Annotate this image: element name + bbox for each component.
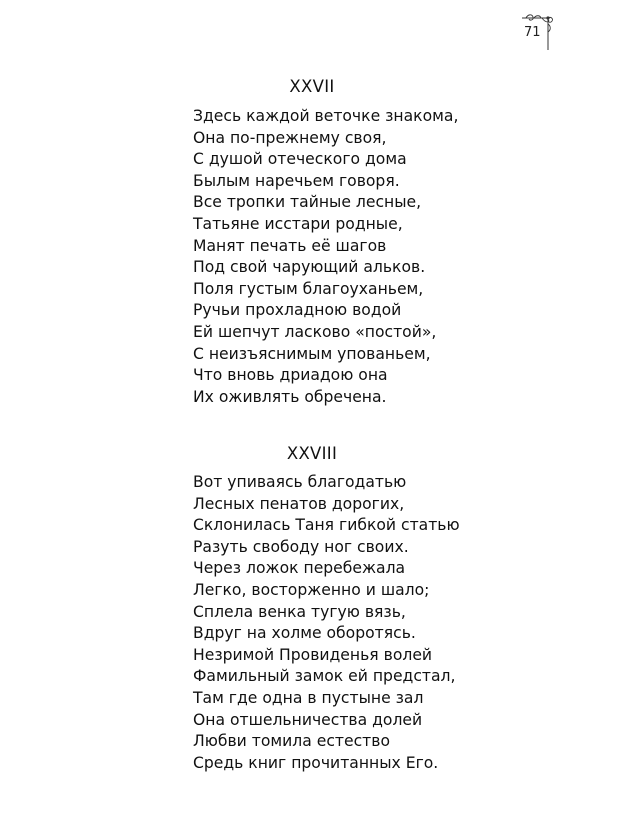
page-number-corner: [518, 12, 562, 52]
verse-line: Лесных пенатов дорогих,: [193, 494, 405, 513]
verse-line: Она по-прежнему своя,: [193, 128, 387, 147]
stanza-text: [193, 472, 460, 774]
verse-line: Что вновь дриадою она: [193, 366, 388, 385]
verse-line: Татьяне исстари родные,: [193, 214, 403, 233]
verse-line: Ей шепчут ласково «постой»,: [193, 322, 437, 341]
stanza-heading: XXVIII: [286, 444, 338, 463]
verse-line: Поля густым благоуханьем,: [193, 279, 424, 298]
stanza-heading: XXVII: [289, 77, 335, 96]
verse-line: Там где одна в пустыне зал: [193, 688, 424, 707]
verse-line: Манят печать её шагов: [193, 236, 387, 255]
verse-line: Незримой Провиденья волей: [193, 645, 433, 664]
verse-line: Все тропки тайные лесные,: [193, 193, 422, 212]
verse-line: Сплела венка тугую вязь,: [193, 602, 406, 621]
verse-line: Легко, восторженно и шало;: [193, 580, 430, 599]
stanza-text: [193, 106, 458, 408]
verse-line: Разуть свободу ног своих.: [193, 537, 409, 556]
verse-line: Она отшельничества долей: [193, 710, 423, 729]
verse-line: Склонилась Таня гибкой статью: [193, 516, 460, 535]
verse-line: Средь книг прочитанных Его.: [193, 753, 439, 772]
verse-line: С душой отеческого дома: [193, 150, 407, 169]
verse-line: Былым наречьем говоря.: [193, 171, 400, 190]
verse-line: С неизъяснимым упованьем,: [193, 344, 431, 363]
verse-line: Здесь каждой веточке знакома,: [193, 107, 459, 125]
verse-line: Фамильный замок ей предстал,: [193, 667, 456, 686]
verse-line: Ручьи прохладною водой: [193, 301, 402, 320]
page-number: 71: [524, 25, 541, 40]
verse-line: Вот упиваясь благодатью: [193, 473, 407, 491]
verse-line: Вдруг на холме оборотясь.: [193, 624, 416, 643]
verse-line: Через ложок перебежала: [193, 559, 406, 578]
verse-line: Под свой чарующий альков.: [193, 258, 426, 277]
verse-line: Любви томила естество: [193, 732, 390, 751]
verse-line: Их оживлять обречена.: [193, 387, 387, 406]
